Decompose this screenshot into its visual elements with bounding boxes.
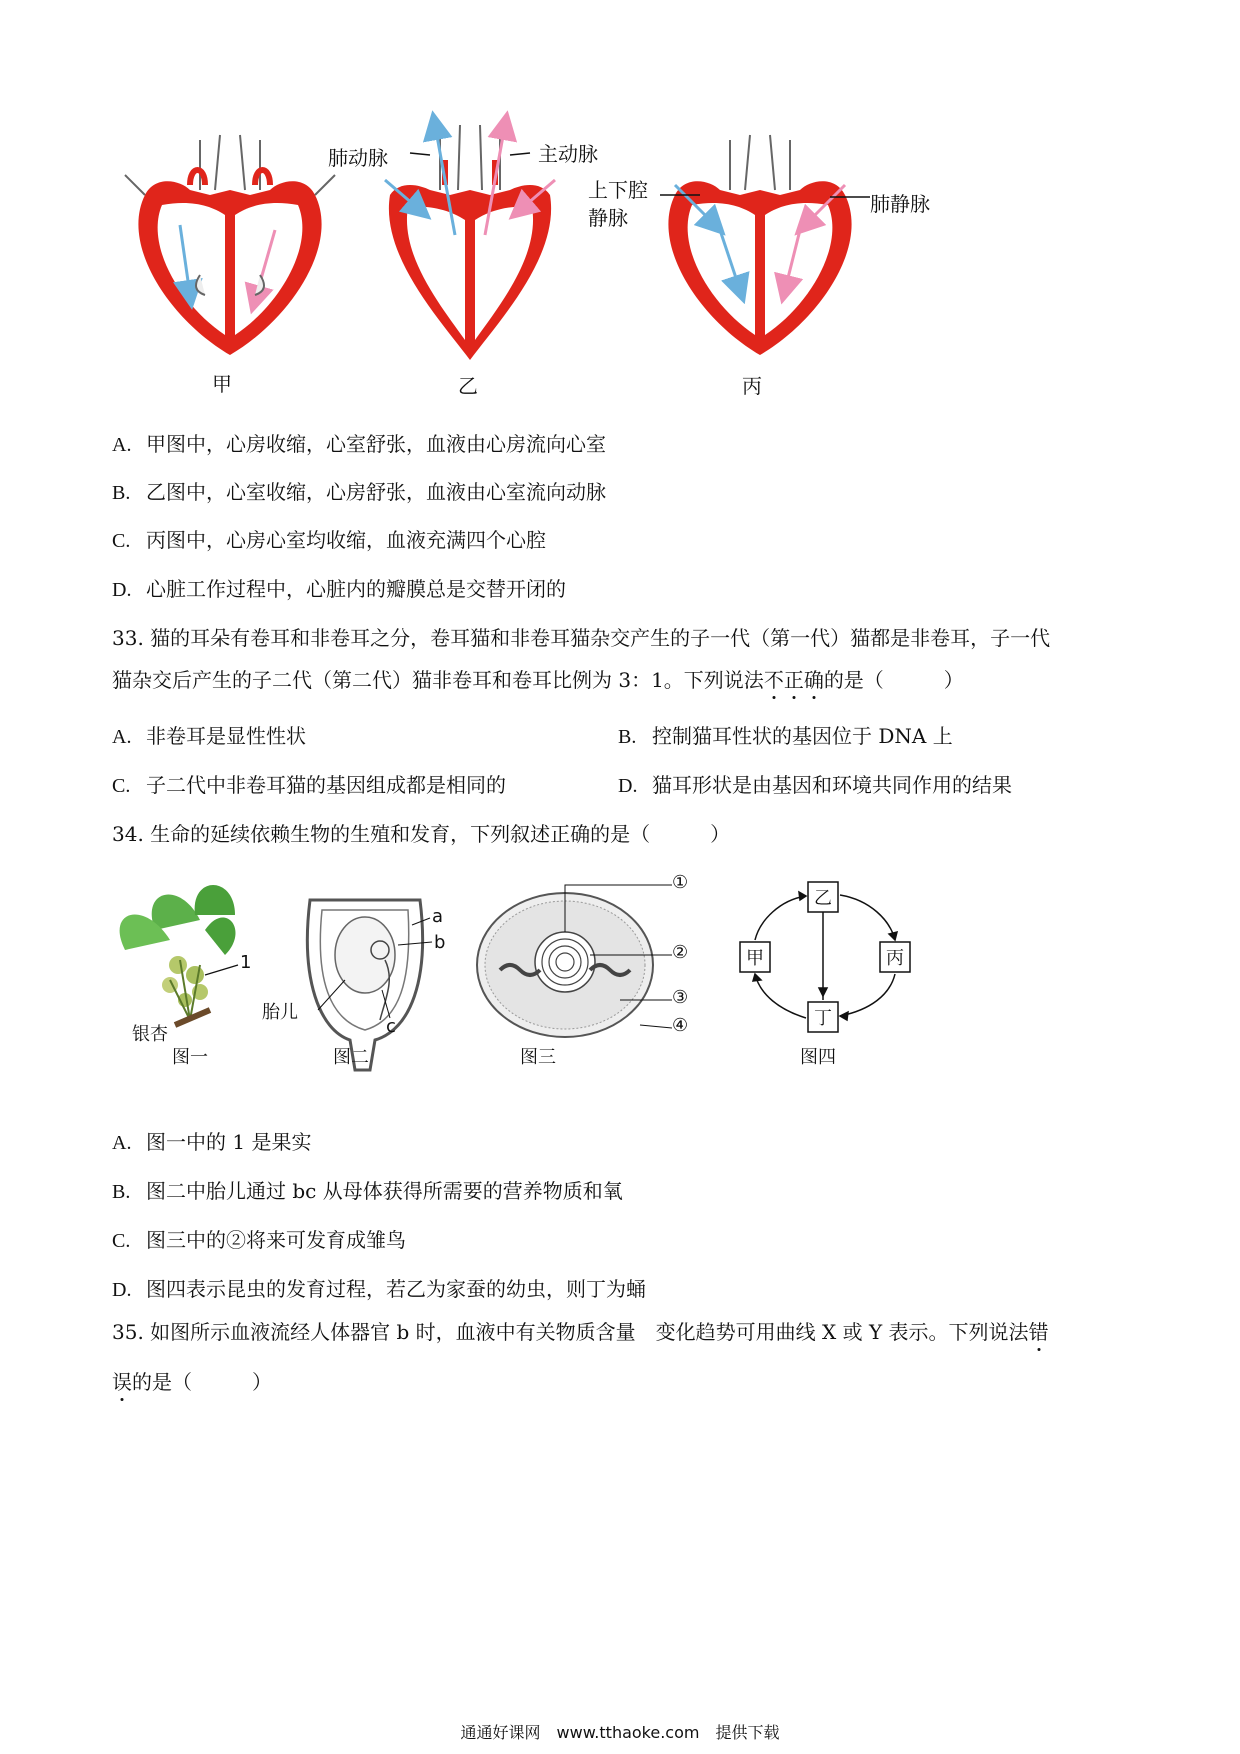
emphasis-char: 不 [763, 668, 784, 692]
ginkgo-label-1: 1 [240, 952, 252, 973]
cycle-node-bottom: 丁 [814, 1008, 832, 1029]
q35-stem-line2: 误的是（ ） [112, 1370, 272, 1394]
q34-figures [0, 870, 1240, 1080]
footer-source: 通通好课网 www.tthaoke.com 提供下载 [460, 1723, 780, 1742]
emphasis-char: 误 [112, 1370, 132, 1394]
cycle-node-right: 丙 [886, 948, 904, 969]
heart-yi [385, 125, 555, 360]
label-pulmonary-vein: 肺静脉 [870, 192, 930, 216]
egg-marker-4: ④ [672, 1015, 689, 1036]
heart-jia [125, 135, 335, 355]
q34-option-c: C. 图三中的②将来可发育成雏鸟 [112, 1228, 406, 1252]
label-pulmonary-artery: 肺动脉 [328, 146, 388, 170]
q34-option-d: D. 图四表示昆虫的发育过程，若乙为家蚕的幼虫，则丁为蛹 [112, 1277, 646, 1301]
q33-option-c: C. 子二代中非卷耳猫的基因组成都是相同的 [112, 773, 506, 797]
q33-stem-line1: 33. 猫的耳朵有卷耳和非卷耳之分，卷耳猫和非卷耳猫杂交产生的子一代（第一代）猫都是非卷耳，子一代 [112, 626, 1051, 650]
ginkgo-figure [120, 885, 238, 1025]
emphasis-char: 确 [803, 668, 824, 692]
uterus-figure [307, 900, 432, 1070]
egg-marker-1: ① [672, 872, 689, 893]
q33-stem-line2: 猫杂交后产生的子二代（第二代）猫非卷耳和卷耳比例为 3：1。下列说法不正确的是（ ） [112, 668, 964, 692]
panel-label-jia: 甲 [212, 372, 232, 396]
heart-bing [660, 135, 870, 355]
fig2-fetus: 胎儿 [262, 1002, 298, 1023]
egg-marker-2: ② [672, 942, 689, 963]
fig2-label-b: b [434, 932, 446, 953]
egg-figure [477, 885, 672, 1037]
q32-option-d: D. 心脏工作过程中，心脏内的瓣膜总是交替开闭的 [112, 577, 566, 601]
panel-label-bing: 丙 [742, 374, 762, 398]
q32-option-a: A. 甲图中，心房收缩，心室舒张，血液由心房流向心室 [112, 432, 606, 456]
emphasis-char: 错 [1028, 1320, 1049, 1344]
label-vena-cava-1: 上下腔 [588, 178, 648, 202]
ginkgo-name: 银杏 [132, 1024, 168, 1045]
fig2-caption: 图二 [333, 1047, 369, 1068]
q32-option-c: C. 丙图中，心房心室均收缩，血液充满四个心腔 [112, 528, 546, 552]
emphasis-char: 正 [783, 668, 804, 692]
heart-figure [0, 0, 1240, 400]
fig1-caption: 图一 [172, 1047, 208, 1068]
cycle-node-left: 甲 [746, 948, 764, 969]
fig2-label-c: c [386, 1016, 396, 1037]
fig3-caption: 图三 [520, 1047, 556, 1068]
cycle-node-top: 乙 [814, 888, 832, 909]
q33-option-b: B. 控制猫耳性状的基因位于 DNA 上 [618, 724, 953, 748]
q33-option-d: D. 猫耳形状是由基因和环境共同作用的结果 [618, 773, 1012, 797]
q34-stem: 34. 生命的延续依赖生物的生殖和发育，下列叙述正确的是（ ） [112, 822, 731, 846]
label-aorta: 主动脉 [538, 142, 598, 166]
egg-marker-3: ③ [672, 987, 689, 1008]
fig2-label-a: a [432, 906, 444, 927]
fig4-caption: 图四 [800, 1047, 836, 1068]
panel-label-yi: 乙 [458, 374, 478, 398]
label-vena-cava-2: 静脉 [588, 206, 628, 230]
q34-option-b: B. 图二中胎儿通过 bc 从母体获得所需要的营养物质和氧 [112, 1179, 623, 1203]
q35-stem-line1: 35. 如图所示血液流经人体器官 b 时，血液中有关物质含量 变化趋势可用曲线 X 或 Y 表示。下列说法错 [112, 1320, 1049, 1344]
q33-option-a: A. 非卷耳是显性性状 [112, 724, 306, 748]
q34-option-a: A. 图一中的 1 是果实 [112, 1130, 312, 1154]
q32-option-b: B. 乙图中，心室收缩，心房舒张，血液由心室流向动脉 [112, 480, 606, 504]
